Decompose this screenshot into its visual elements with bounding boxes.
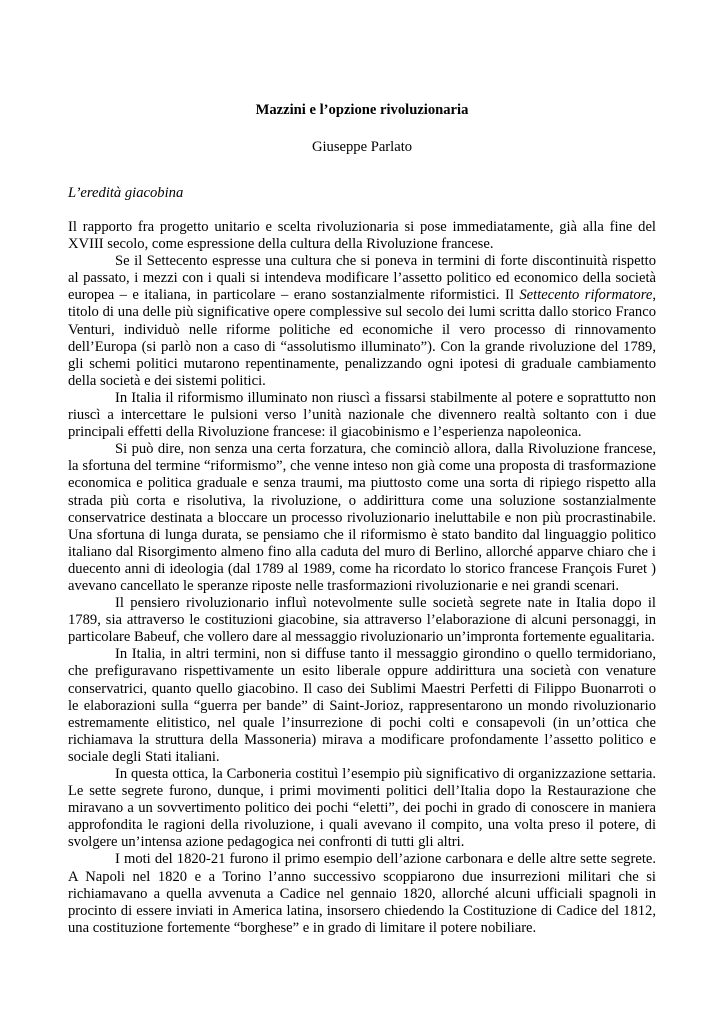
book-title: Settecento riformatore <box>519 287 653 304</box>
paragraph <box>68 253 656 390</box>
author-name: Giuseppe Parlato <box>311 139 413 155</box>
paragraph: In Italia il riformismo illuminato non riuscì a fissarsi stabilmente al potere e soprattutto non riuscì a intercettare le pulsioni verso l’unità nazionale che divennero realtà soltanto con i due principali effetti della Rivoluzione francese: il giacobinismo e l’esperienza napoleonica. <box>68 389 656 441</box>
paragraph-text: Se il Settecento espresse una cultura che si poneva in termini di forte discontinuità rispetto al passato, i mezzi con i quali si intendeva modificare l’assetto politico ed economico della società europea – e italiana, in particolare – erano sostanzialmente riformistici. Il <box>68 253 656 304</box>
paragraph-text: , titolo di una delle più significative opere complessive sul secolo dei lumi scritta dallo storico Franco Venturi, individuò nelle riforme politiche ed economiche il vero processo di rinnovamento dell’Europa (si parlò non a caso di “assolutismo illuminato”). Con la grande rivoluzione del 1789, gli schemi politici mutarono repentinamente, penalizzando ogni ipotesi di graduale cambiamento della società e dei sistemi politici. <box>68 287 656 389</box>
section-heading: L’eredità giacobina <box>68 185 184 201</box>
body-text <box>68 219 656 937</box>
paragraph: In Italia, in altri termini, non si diffuse tanto il messaggio girondino o quello termidoriano, che prefiguravano rispettivamente un esito liberale oppure addirittura una società con venature conservatrici, quanto quello giacobino. Il caso dei Sublimi Maestri Perfetti di Filippo Buonarroti o le elaborazioni sulla “guerra per bande” di Saint-Jorioz, rappresentarono un mondo rivoluzionario estremamente elitistico, nel quale l’insurrezione di pochi colti e consapevoli (in un’ottica che richiamava la struttura della Massoneria) mirava a modificare profondamente l’assetto politico e sociale degli Stati italiani. <box>68 646 656 765</box>
paragraph: Il rapporto fra progetto unitario e scelta rivoluzionaria si pose immediatamente, già alla fine del XVIII secolo, come espressione della cultura della Rivoluzione francese. <box>68 219 656 253</box>
paragraph: In questa ottica, la Carboneria costituì l’esempio più significativo di organizzazione settaria. Le sette segrete furono, dunque, i primi movimenti politici dell’Italia dopo la Restaurazione che miravano a un sovvertimento politico dei pochi “eletti”, dei pochi in grado di conoscere in maniera approfondita le ragioni della rivoluzione, i quali avevano il compito, una volta preso il potere, di svolgere un’intensa azione pedagogica nei confronti di tutti gli altri. <box>68 766 656 851</box>
paragraph: I moti del 1820-21 furono il primo esempio dell’azione carbonara e delle altre sette segrete. A Napoli nel 1820 e a Torino l’anno successivo scoppiarono due insurrezioni militari che si richiamavano a quella avvenuta a Cadice nel gennaio 1820, allorché alcuni ufficiali spagnoli in procinto di essere inviati in America latina, insorsero chiedendo la Costituzione di Cadice del 1812, una costituzione fortemente “borghese” e in grado di limitare il potere nobiliare. <box>68 851 656 936</box>
paragraph: Il pensiero rivoluzionario influì notevolmente sulle società segrete nate in Italia dopo il 1789, sia attraverso le costituzioni giacobine, sia attraverso l’elaborazione di alcuni personaggi, in particolare Babeuf, che vollero dare al messaggio rivoluzionario un’impronta fortemente egualitaria. <box>68 595 656 646</box>
paragraph: Si può dire, non senza una certa forzatura, che cominciò allora, dalla Rivoluzione francese, la sfortuna del termine “riformismo”, che venne inteso non già come una proposta di trasformazione economica e politica graduale e senza traumi, ma piuttosto come una sorta di ripiego rispetto alla strada più corta e risolutiva, la rivoluzione, o addirittura come una soluzione sostanzialmente conservatrice destinata a bloccare un processo rivoluzionario ineluttabile e non più procrastinabile. Una sfortuna di lunga durata, se pensiamo che il riformismo è stato bandito dal linguaggio politico italiano dal Risorgimento almeno fino alla caduta del muro di Berlino, allorché apparve chiaro che i duecento anni di ideologia (dal 1789 al 1989, come ha ricordato lo storico francese François Furet ) avevano cancellato le speranze riposte nelle trasformazioni rivoluzionarie e nei grandi scenari. <box>68 441 656 594</box>
document-title: Mazzini e l’opzione rivoluzionaria <box>255 102 469 118</box>
